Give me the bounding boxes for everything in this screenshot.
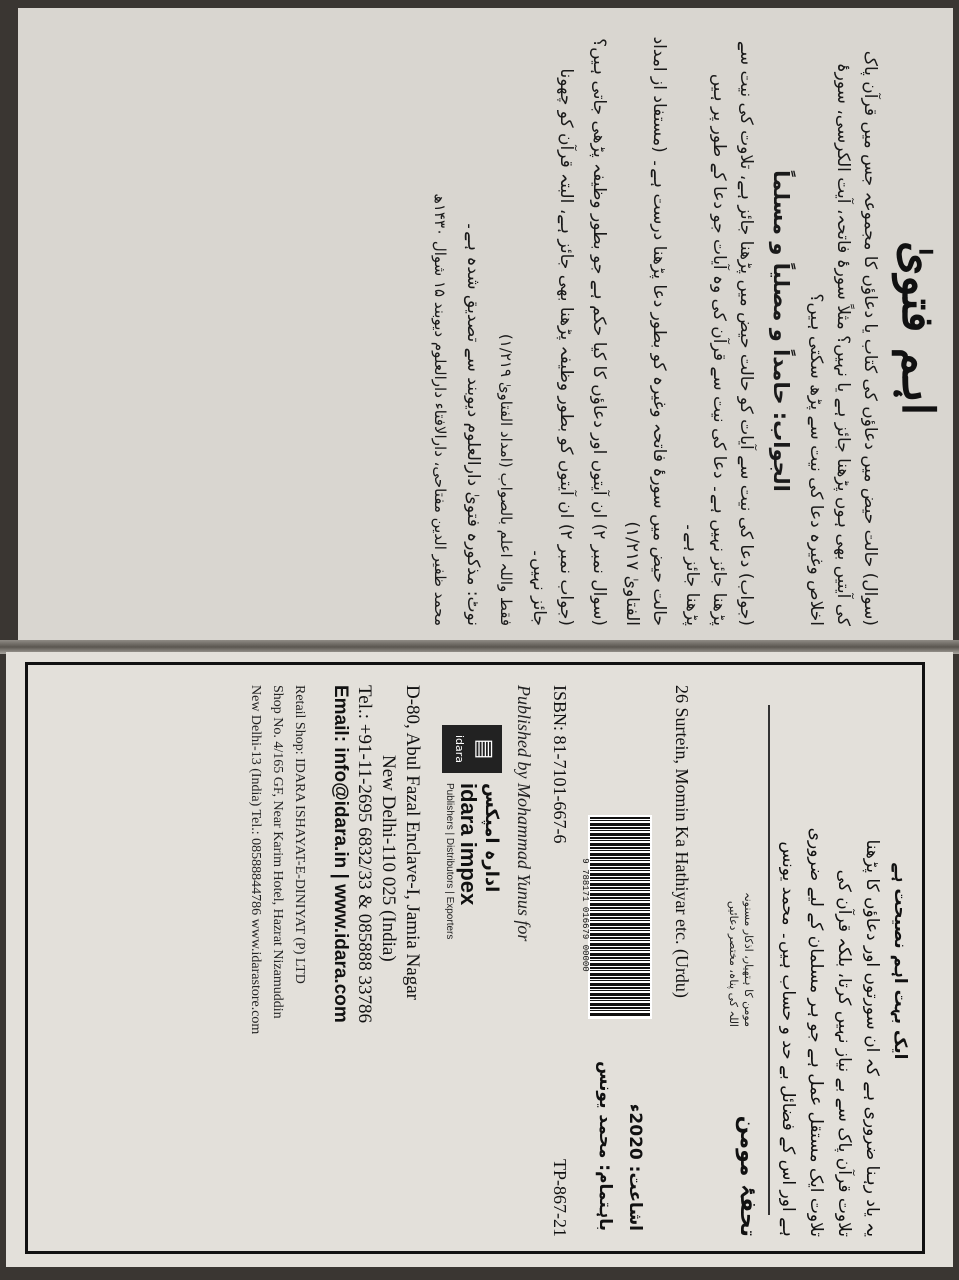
book-title-urdu: تحفۂ مومن: [735, 1115, 760, 1237]
question-2-text: (سوال نمبر ۲) ان آیتوں اور دعاؤں کا کیا حکم ہے جو بطور وظیفہ پڑھی جاتی ہیں؟: [589, 38, 609, 626]
answer-heading: الجواب: حامداً و مصلیاً و مسلماً: [769, 170, 793, 492]
isbn-row: [549, 685, 570, 1237]
tp-code: TP-867-21: [550, 1159, 570, 1237]
fatwa-page: [18, 8, 953, 651]
divider: [768, 705, 770, 1215]
retail-line: New Delhi-13 (India) Tel.: 08588844786 www.idarastore.com: [248, 685, 263, 1035]
publisher-logo: [442, 725, 502, 773]
book-title-english: 26 Surtein, Momin Ka Hathiyar etc. (Urdu): [672, 685, 692, 998]
barcode: [588, 815, 652, 1019]
retail-shop: [244, 685, 310, 1245]
page-title: اہم فتویٰ: [892, 240, 943, 416]
imprint-page: [6, 652, 953, 1267]
advice-line: تلاوت قرآن پاک سے بے نیاز نہیں کرتا، بلکہ قرآن کی: [834, 869, 854, 1237]
answer-text-2: حالت حیض میں سورۂ فاتحہ وغیرہ کو بطور دعا پڑھنا درست ہے۔ (مستفاد از امداد الفتاویٰ ۱/۲۱۷): [622, 36, 669, 626]
book-title-row: [660, 685, 760, 1237]
retail-line: Shop No. 4/165 GF, Near Karim Hotel, Hazrat Nizamuddin: [270, 685, 285, 1019]
email-text: Email: info@idara.in | www.idara.com: [330, 685, 351, 1023]
published-by: Published by Mohammad Yunus for: [514, 685, 534, 942]
book-subtitle: [726, 867, 756, 1027]
question-text: (سوال) حالت حیض میں دعاؤں کی کتاب یا دعاؤں کا مجموعہ جس میں قرآن پاک کی آیتیں بھی ہوں پڑھنا جائز ہے یا نہیں؟ مثلاً سورۂ فاتحہ، آیت الکرسی، سورۂ اخلاص وغیرہ دعا کی نیت سے پڑھ سکتی ہیں؟: [806, 50, 880, 626]
printing-year: اشاعت: 2020ء: [625, 1103, 645, 1231]
advice-heading: ایک بہت اہم نصیحت ہے: [890, 862, 910, 1060]
signature-text: محمد ظفیر الدین مفتاحی، دارالافتاء دارالعلوم دیوبند ۱۵ شوال ۱۴۳۰ھ: [431, 193, 449, 626]
publisher-tagline: Publishers | Distributors | Exporters: [444, 783, 455, 940]
barcode-number: 9 788171 016679 00000: [580, 858, 590, 972]
fatwa-page-content: [18, 8, 953, 648]
retail-line: Retail Shop: IDARA ISHAYAT-E-DINIYAT (P) LTD: [292, 685, 307, 984]
book-subtitle-line: مومن کا ہتھیار، اذکار مسنونہ: [742, 892, 755, 1027]
note-text: نوٹ: مذکورہ فتویٰ دارالعلوم دیوبند سے تصدیق شدہ ہے۔: [463, 221, 483, 626]
advice-line: یہ یاد رہنا ضروری ہے کہ ان سورتوں اور دعاؤں کا پڑھنا: [862, 839, 882, 1237]
publisher-name: [444, 783, 502, 1083]
publisher-address: [328, 685, 424, 1245]
advice-line: تلاوت ایک مستقل عمل ہے جو ہر مسلمان کے لیے ضروری: [806, 827, 826, 1237]
fatwa-body: [420, 36, 883, 626]
publisher-name-urdu: ادارہ امپکس: [481, 783, 502, 893]
address-line: D-80, Abul Fazal Enclave-I, Jamia Nagar: [402, 685, 423, 1000]
book-subtitle-line: اللہ کی پناہ، مختصر دعائیں: [727, 900, 740, 1027]
reference-text: فقط واللہ اعلم بالصواب (امداد الفتاویٰ ۱/۲۱۹): [497, 333, 515, 626]
email-web: [328, 685, 352, 1245]
advice-block: [774, 665, 914, 1257]
logo-icon: ▤: [472, 738, 497, 760]
imprint-page-content: [6, 652, 953, 1267]
address-line: New Delhi-110 025 (India): [378, 755, 399, 962]
logo-text: idara: [453, 734, 466, 764]
publisher-name-english: idara impex: [456, 783, 481, 906]
imprint-frame: [25, 662, 925, 1254]
printer-name: باہتمام: محمد یونس: [595, 1061, 615, 1231]
telephone: Tel.: +91-11-2695 6832/33 & 085888 33786: [354, 685, 375, 1023]
printing-info: [590, 1041, 650, 1231]
answer-3-text: (جواب نمبر ۲) ان آیتوں کو بطور وظیفہ پڑھنا بھی جائز ہے، البتہ قرآن کو چھونا جائز نہیں۔: [529, 68, 576, 626]
isbn: ISBN: 81-7101-667-6: [550, 685, 570, 844]
answer-text: (جواب) دعا کی نیت سے آیات کو حالت حیض میں پڑھنا جائز ہے، تلاوت کی نیت سے پڑھنا جائز نہیں ہے۔ دعا کی نیت سے قرآن کی وہ آیات جو دعا کے طور پر ہیں پڑھنا جائز ہے۔: [682, 40, 756, 626]
advice-line: ہے اور اس کے فضائل بے حد و حساب ہیں۔ محمد یونس: [778, 841, 798, 1237]
